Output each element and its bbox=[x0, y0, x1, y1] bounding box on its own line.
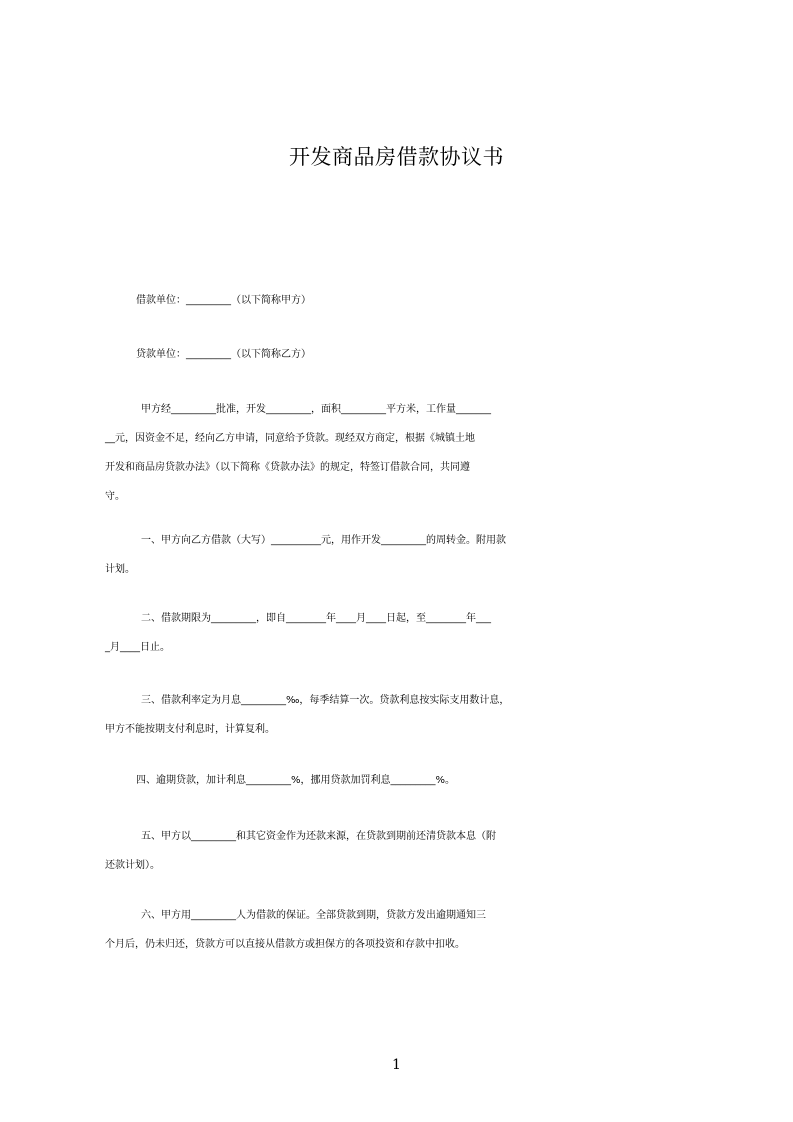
clause-4 bbox=[105, 766, 705, 795]
clause-6 bbox=[105, 901, 705, 959]
paragraph-line: _月____日止。 bbox=[105, 642, 170, 653]
paragraph-line: 二、借款期限为_________，即自________年____月____日起，至________年___ bbox=[141, 613, 491, 624]
paragraph-line: 四、逾期贷款，加计利息_________%，挪用贷款加罚利息_________%。 bbox=[136, 775, 456, 786]
page-number: 1 bbox=[392, 1057, 401, 1073]
clause-5 bbox=[105, 822, 705, 880]
lender-line-text: 贷款单位：_________（以下简称乙方） bbox=[136, 349, 311, 360]
document-title: 开发商品房借款协议书 bbox=[289, 145, 504, 169]
clause-2 bbox=[105, 604, 705, 662]
paragraph-line: 开发和商品房贷款办法》（以下简称《贷款办法》的规定，特签订借款合同，共同遵 bbox=[105, 462, 470, 473]
paragraph-line: 三、借款利率定为月息_________‰，每季结算一次。贷款利息按实际支用数计息， bbox=[141, 695, 510, 706]
clause-3 bbox=[105, 686, 705, 744]
clause-1 bbox=[105, 526, 705, 584]
intro-paragraph bbox=[105, 395, 705, 511]
paragraph-line: 还款计划）。 bbox=[105, 860, 160, 871]
borrower-line bbox=[136, 286, 736, 315]
paragraph-line: __元，因资金不足，经向乙方申请，同意给予贷款。现经双方商定，根据《城镇土地 bbox=[105, 433, 475, 444]
lender-line bbox=[136, 340, 736, 369]
paragraph-line: 个月后，仍未归还，贷款方可以直接从借款方或担保方的各项投资和存款中扣收。 bbox=[105, 939, 465, 950]
paragraph-line: 守。 bbox=[105, 491, 125, 502]
borrower-line-text: 借款单位：_________（以下简称甲方） bbox=[136, 295, 311, 306]
paragraph-line: 甲方不能按期支付利息时，计算复利。 bbox=[105, 724, 275, 735]
paragraph-line: 甲方经_________批准，开发_________，面积_________平方米，工作量_______ bbox=[141, 404, 491, 415]
paragraph-line: 计划。 bbox=[105, 564, 135, 575]
paragraph-line: 六、甲方用_________人为借款的保证。全部贷款到期，贷款方发出逾期通知三 bbox=[141, 910, 486, 921]
paragraph-line: 一、甲方向乙方借款（大写）__________元，用作开发_________的周转金。附用款 bbox=[141, 535, 506, 546]
paragraph-line: 五、甲方以_________和其它资金作为还款来源，在贷款到期前还清贷款本息（附 bbox=[141, 831, 496, 842]
